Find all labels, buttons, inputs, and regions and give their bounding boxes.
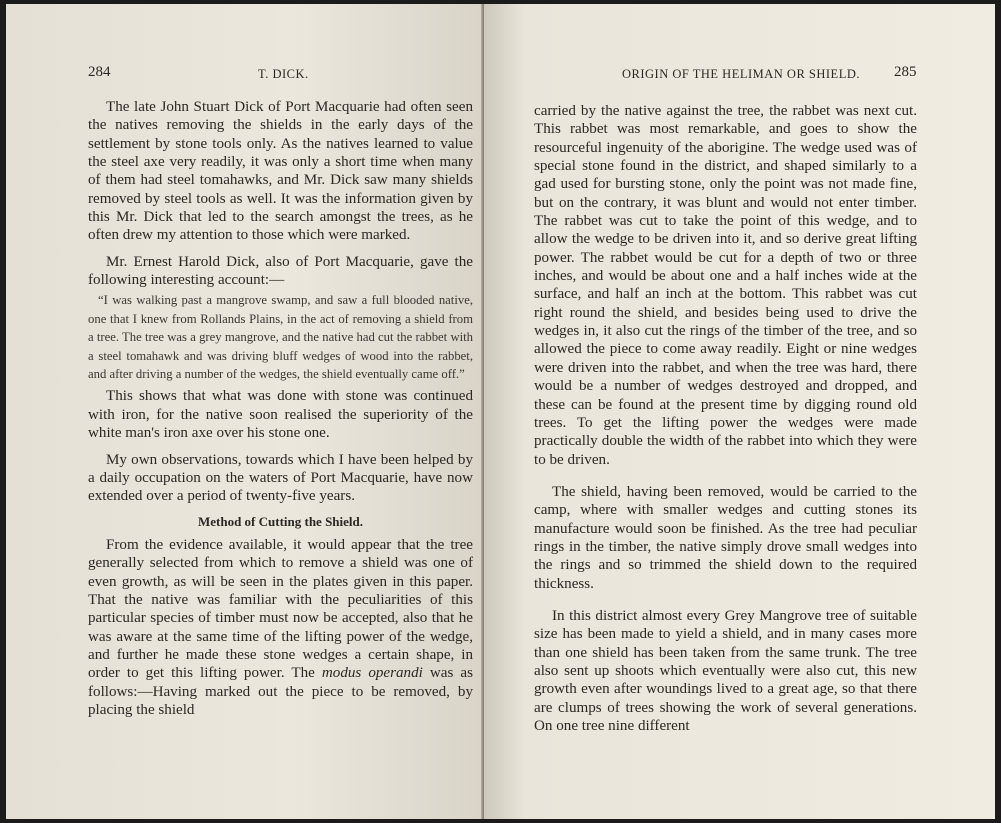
paragraph: Mr. Ernest Harold Dick, also of Port Macquarie, gave the following interesting account:— (88, 253, 473, 289)
right-page-body (534, 102, 917, 735)
left-page-body (88, 98, 473, 719)
paragraph: The shield, having been removed, would be carried to the camp, where with smaller wedges and cutting stones its manufacture would soon be finished. As the tree had peculiar rings in the timber, the native simply drove small wedges into the rings and so trimmed the shield down to the required thickness. (534, 483, 917, 592)
running-head: ORIGIN OF THE HELIMAN OR SHIELD. (622, 67, 860, 81)
running-head: T. DICK. (258, 67, 309, 81)
paragraph-text: was as follows:—Having marked out the piece to be removed, by placing the shield (88, 665, 473, 718)
right-page (484, 4, 995, 819)
paragraph: This shows that what was done with stone was continued with iron, for the native soon realised the superiority of the white man's iron axe over his stone one. (88, 388, 473, 442)
paragraph: carried by the native against the tree, the rabbet was next cut. This rabbet was most remarkable, and goes to show the resourceful ingenuity of the aborigine. The wedge used was of special stone found in the district, and shaped similarly to a gad used for bursting stone, only the point was not made fine, but on the contrary, it was blunt and would not enter timber. The rabbet was cut to take the point of this wedge, and to allow the wedge to be driven into it, and so derive great lifting power. The rabbet would be cut for a depth of two or three inches, and would be about one and a half inches wide at the surface, and half an inch at the bottom. This rabbet was cut right round the shield, and besides being used to drive the wedges in, it also cut the rings of the timber of the tree, and so allowed the piece to come away readily. Eight or nine wedges were driven into the rabbet, and when the tree was hard, there would be a number of wedges destroyed and dropped, and these can be found at the present time by digging round old trees. To get the lifting power the wedges were made practically double the width of the rabbet into which they were to be driven. (534, 103, 917, 468)
paragraph-text: From the evidence available, it would appear that the tree generally selected from which to remove a shield was one of even growth, as will be seen in the plates given in this paper. That the native was familiar with the peculiarities of this particular species of timber must now be accepted, also that he was aware at the same time of the lifting power of the wedge, and further he made these stone wedges a certain shape, in order to get this lifting power. The (88, 536, 473, 682)
paragraph (88, 536, 473, 719)
page-number: 285 (894, 64, 917, 80)
paragraph: In this district almost every Grey Mangrove tree of suitable size has been made to yield a shield, and in many cases more than one shield has been taken from the same trunk. The tree also sent up shoots which eventually were also cut, this new growth even after woundings lived to a great age, so that there are clumps of trees showing the work of several generations. On one tree nine different (534, 607, 917, 734)
left-page (6, 4, 484, 819)
section-heading: Method of Cutting the Shield. (197, 513, 364, 529)
paragraph: The late John Stuart Dick of Port Macquarie had often seen the natives removing the shields in the early days of the settlement by stone tools only. As the natives learned to value the steel axe very readily, it was only a short time when many of them had steel tomahawks, and Mr. Dick saw many shields removed by steel tools as well. It was the information given by this Mr. Dick that led to the search amongst the trees, as he often drew my attention to those which were marked. (88, 99, 473, 244)
block-quote: “I was walking past a mangrove swamp, and saw a full blooded native, one that I knew from Rollands Plains, in the act of removing a shield from a tree. The tree was a grey mangrove, and the native had cut the rabbet with a steel tomahawk and was driving bluff wedges of wood into the rabbet, and after driving a number of the wedges, the shield eventually came off.” (88, 293, 473, 382)
page-number: 284 (88, 64, 111, 80)
paragraph: My own observations, towards which I have been helped by a daily occupation on the waters of Port Macquarie, have now extended over a period of twenty-five years. (88, 451, 473, 505)
italic-phrase: modus operandi (321, 665, 423, 682)
